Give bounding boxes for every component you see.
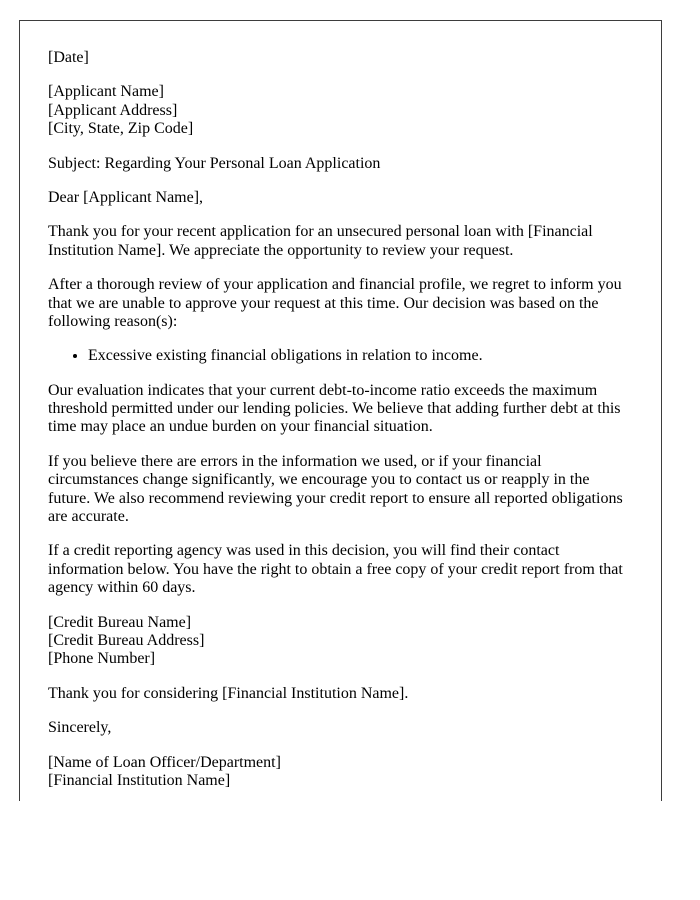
sign-off: Sincerely, — [48, 719, 112, 737]
recipient-street-address: [Applicant Address] — [48, 101, 178, 119]
subject-line: Subject: Regarding Your Personal Loan Application — [48, 154, 381, 172]
letter-page — [19, 20, 662, 801]
closing-thanks: Thank you for considering [Financial Institution Name]. — [48, 684, 409, 702]
paragraph-recourse: If you believe there are errors in the information we used, or if your financial circumstances change significantly, we encourage you to contact us or reapply in the future. We also recommend reviewing your credit report to ensure all reported obligations are accurate. — [48, 452, 623, 526]
paragraph-evaluation: Our evaluation indicates that your current debt-to-income ratio exceeds the maximum threshold permitted under our lending policies. We believe that adding further debt at this time may place an undue burden on your financial situation. — [48, 381, 621, 436]
paragraph-decision: After a thorough review of your application and financial profile, we regret to inform you that we are unable to approve your request at this time. Our decision was based on the following reason(s): — [48, 276, 622, 330]
bureau-phone: [Phone Number] — [48, 650, 156, 668]
signature-officer: [Name of Loan Officer/Department] — [48, 753, 281, 771]
salutation: Dear [Applicant Name], — [48, 188, 204, 206]
bureau-address: [Credit Bureau Address] — [48, 631, 205, 649]
date-placeholder: [Date] — [48, 49, 89, 66]
reasons-list — [48, 347, 632, 365]
signature-block — [48, 754, 632, 791]
recipient-name: [Applicant Name] — [48, 83, 164, 101]
signature-institution: [Financial Institution Name] — [48, 771, 231, 789]
recipient-city-state-zip: [City, State, Zip Code] — [48, 120, 194, 138]
recipient-address-block — [48, 83, 632, 138]
reason-item: • Excessive existing financial obligations in relation to income. — [88, 347, 632, 365]
paragraph-intro: Thank you for your recent application for an unsecured personal loan with [Financial Institution Name]. We appreciate the opportunity to review your request. — [48, 223, 593, 259]
bureau-name: [Credit Bureau Name] — [48, 613, 192, 631]
bureau-contact-block — [48, 614, 632, 669]
paragraph-credit-agency-notice: If a credit reporting agency was used in this decision, you will find their contact information below. You have the right to obtain a free copy of your credit report from that agency within 60 days. — [48, 542, 623, 597]
